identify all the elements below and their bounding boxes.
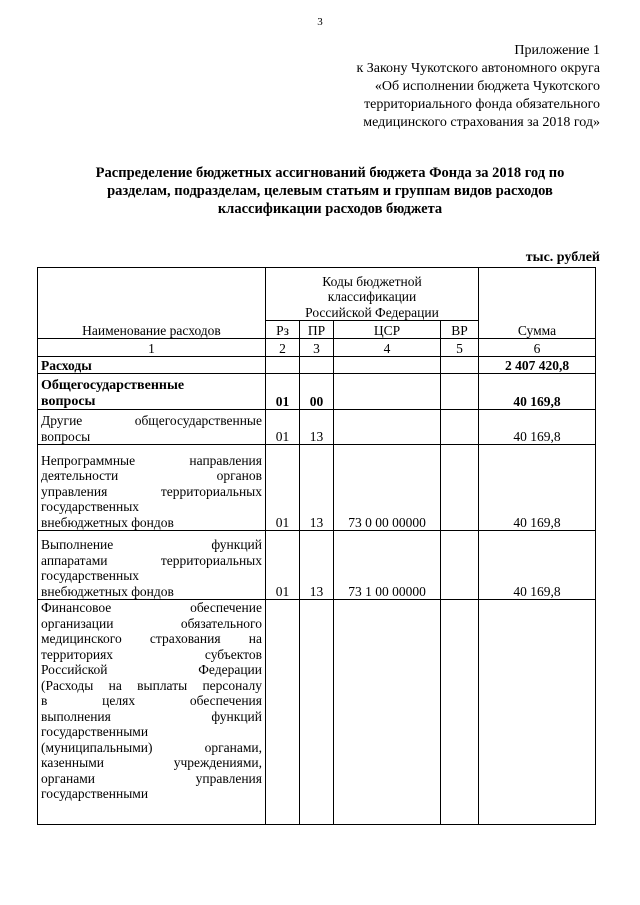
- header-vr: ВР: [441, 321, 479, 339]
- appendix-line: медицинского страхования за 2018 год»: [363, 115, 600, 130]
- row-rz: 01: [266, 374, 300, 410]
- header-codes-line: Российской Федерации: [305, 304, 439, 320]
- header-csr: ЦСР: [334, 321, 441, 339]
- row-rz: 01: [266, 410, 300, 445]
- row-name-line: управления территориальных: [41, 483, 262, 499]
- row-name-line: медицинского страхования на: [41, 631, 262, 646]
- appendix-line: территориального фонда обязательного: [364, 97, 600, 112]
- row-csr: 73 1 00 00000: [334, 531, 441, 600]
- row-name-line: (Расходы на выплаты персоналу: [41, 677, 262, 693]
- row-name-line: организации обязательного: [41, 615, 262, 631]
- row-sum: 40 169,8: [479, 410, 596, 445]
- row-rz: 01: [266, 531, 300, 600]
- row-name-line: Непрограммные направления: [41, 452, 262, 468]
- row-csr: 73 0 00 00000: [334, 445, 441, 531]
- row-vr: [441, 445, 479, 531]
- row-vr: [441, 357, 479, 374]
- col-number: 4: [334, 339, 441, 357]
- row-name-line: Выполнение функций: [41, 537, 262, 552]
- title-line: классификации расходов бюджета: [217, 201, 443, 217]
- row-pr: [300, 600, 334, 825]
- row-name-line: вопросы: [41, 393, 96, 409]
- document-title: [60, 164, 600, 218]
- row-name-line: Общегосударственные: [41, 378, 185, 393]
- row-name-line: выполнения функций: [41, 708, 262, 724]
- row-sum: 40 169,8: [479, 374, 596, 410]
- row-sum: 40 169,8: [479, 445, 596, 531]
- appendix-line: «Об исполнении бюджета Чукотского: [374, 79, 600, 94]
- row-name-line: государственных: [41, 568, 140, 583]
- row-csr: [334, 600, 441, 825]
- col-number: 1: [38, 339, 266, 357]
- header-name: Наименование расходов: [38, 268, 266, 339]
- row-name-line: Российской Федерации: [41, 662, 262, 677]
- row-name-line: территориях субъектов: [41, 646, 262, 662]
- row-vr: [441, 600, 479, 825]
- row-name-line: Финансовое обеспечение: [41, 600, 262, 615]
- row-rz: [266, 357, 300, 374]
- row-name-line: аппаратами территориальных: [41, 552, 262, 568]
- col-number: 3: [300, 339, 334, 357]
- row-pr: 13: [300, 410, 334, 445]
- row-name: Расходы: [38, 357, 266, 374]
- row-csr: [334, 357, 441, 374]
- row-pr: 00: [300, 374, 334, 410]
- row-name-line: вопросы: [41, 428, 91, 444]
- column-number-row: [38, 339, 596, 357]
- row-pr: 13: [300, 531, 334, 600]
- row-sum: [479, 600, 596, 825]
- row-sum: 40 169,8: [479, 531, 596, 600]
- row-vr: [441, 410, 479, 445]
- title-line: Распределение бюджетных ассигнований бюджета Фонда за 2018 год по: [95, 165, 565, 181]
- table-row: [38, 445, 596, 531]
- row-name-line: в целях обеспечения: [41, 693, 262, 708]
- header-pr: ПР: [300, 321, 334, 339]
- row-vr: [441, 374, 479, 410]
- row-csr: [334, 410, 441, 445]
- row-sum: 2 407 420,8: [479, 357, 596, 374]
- row-name-line: государственными: [41, 786, 149, 801]
- appendix-note: [356, 42, 600, 132]
- col-number: 6: [479, 339, 596, 357]
- header-codes-line: Коды бюджетной: [322, 273, 422, 289]
- row-name-line: органами управления: [41, 770, 262, 786]
- header-codes-line: классификации: [327, 289, 417, 304]
- header-sum: Сумма: [479, 268, 596, 339]
- header-rz: Рз: [266, 321, 300, 339]
- row-name: [38, 531, 266, 600]
- row-rz: [266, 600, 300, 825]
- row-name: [38, 445, 266, 531]
- row-name-line: (муниципальными) органами,: [41, 739, 262, 755]
- row-pr: 13: [300, 445, 334, 531]
- row-csr: [334, 374, 441, 410]
- row-name-line: Другие общегосударственные: [41, 413, 262, 428]
- table-row: [38, 357, 596, 374]
- appendix-line: Приложение 1: [514, 43, 600, 58]
- units-label: тыс. рублей: [525, 250, 600, 265]
- col-number: 2: [266, 339, 300, 357]
- row-name-line: внебюджетных фондов: [41, 583, 174, 599]
- row-name-line: государственными: [41, 724, 149, 739]
- appendix-line: к Закону Чукотского автономного округа: [356, 61, 600, 76]
- page-number: 3: [317, 16, 323, 28]
- row-name-line: внебюджетных фондов: [41, 514, 174, 530]
- row-pr: [300, 357, 334, 374]
- row-name: [38, 600, 266, 825]
- row-rz: 01: [266, 445, 300, 531]
- row-name: [38, 374, 266, 410]
- budget-table: [37, 267, 596, 825]
- table-row: [38, 374, 596, 410]
- row-name-line: деятельности органов: [41, 468, 262, 483]
- table-row: [38, 410, 596, 445]
- header-codes: [266, 268, 479, 321]
- col-number: 5: [441, 339, 479, 357]
- row-vr: [441, 531, 479, 600]
- table-row: [38, 531, 596, 600]
- row-name-line: казенными учреждениями,: [41, 755, 262, 770]
- title-line: разделам, подразделам, целевым статьям и группам видов расходов: [107, 183, 553, 199]
- table-row: [38, 600, 596, 825]
- row-name-line: государственных: [41, 499, 140, 514]
- header-row: [38, 268, 596, 321]
- row-name: [38, 410, 266, 445]
